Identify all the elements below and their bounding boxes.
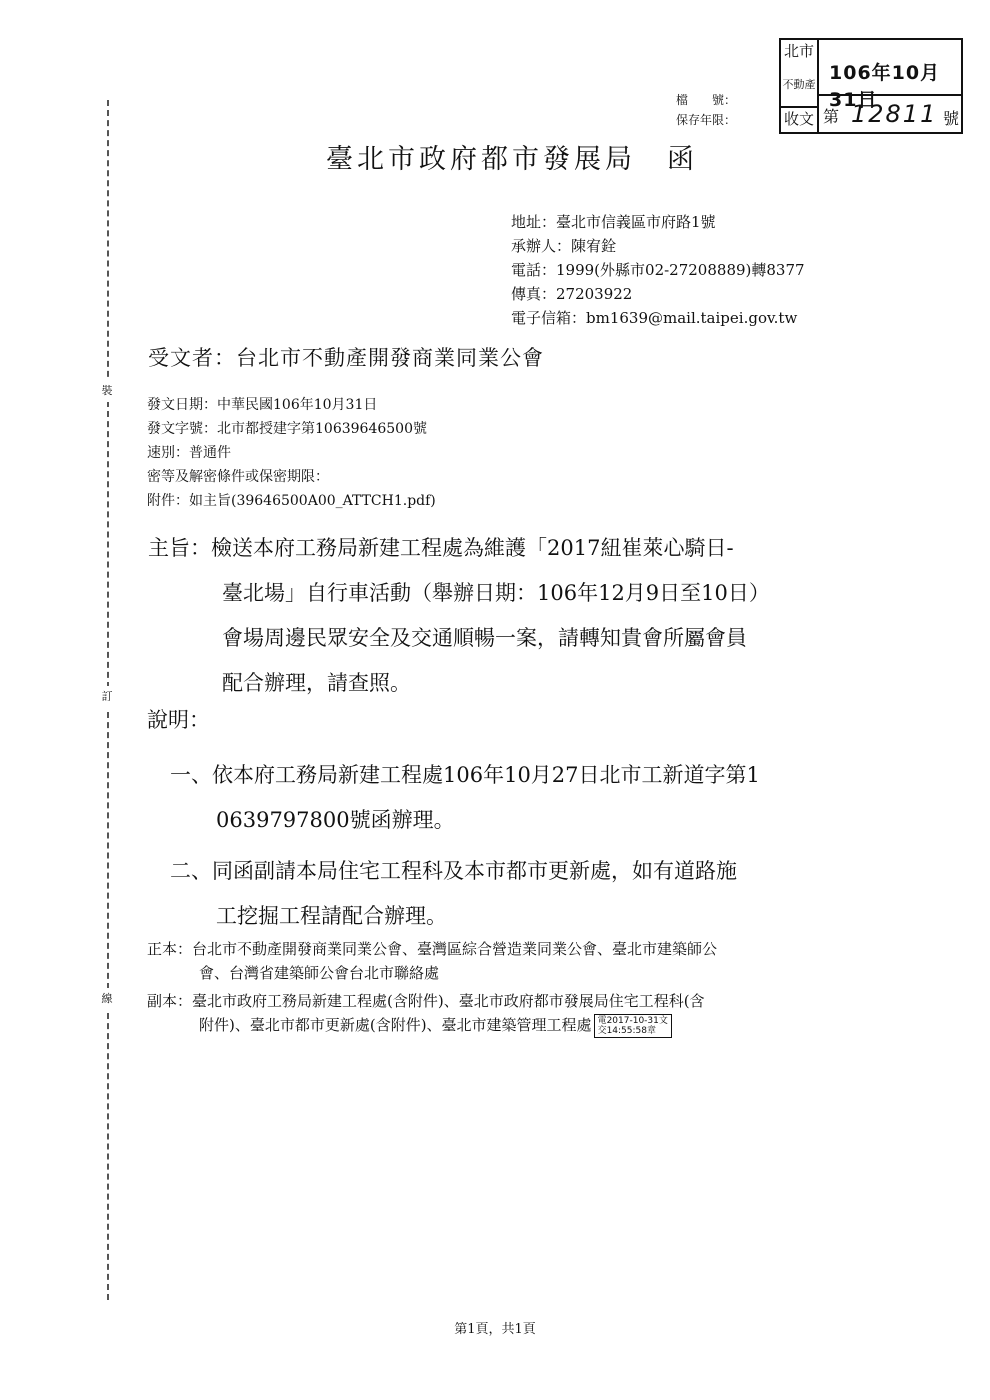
attachment: 附件：如主旨(39646500A00_ATTCH1.pdf) <box>147 493 436 509</box>
document-title: 臺北市政府都市發展局 函 <box>326 144 698 175</box>
stamp-number-row <box>823 100 961 130</box>
main-recipients-cont: 會、台灣省建築師公會台北市聯絡處 <box>199 964 440 982</box>
description-line: 二、同函副請本局住宅工程科及本市都市更新處，如有道路施 <box>170 859 737 883</box>
stamp-number: 12811 <box>851 100 938 128</box>
contact-block <box>511 210 805 330</box>
stamp-receipt-label: 收文 <box>781 106 817 130</box>
description-block <box>170 753 760 939</box>
subject-line: 會場周邊民眾安全及交通順暢一案，請轉知貴會所屬會員 <box>222 626 747 650</box>
issue-date: 發文日期：中華民國106年10月31日 <box>147 397 378 413</box>
file-meta <box>676 90 736 130</box>
description-line: 0639797800號函辦理。 <box>216 808 455 832</box>
stamp-org-line1: 北市 <box>783 42 814 60</box>
secrecy: 密等及解密條件或保密期限： <box>147 469 329 485</box>
subject-line: 配合辦理，請查照。 <box>222 671 411 695</box>
contact-phone: 電話：1999(外縣市02-27208889)轉8377 <box>511 261 805 279</box>
description-item <box>170 849 760 939</box>
stamp-date: 106年10月31日 <box>829 62 941 111</box>
main-recipients: 正本：台北市不動產開發商業同業公會、臺灣區綜合營造業同業公會、臺北市建築師公 <box>147 940 718 958</box>
description-item <box>170 753 760 843</box>
description-heading: 說明： <box>147 708 210 732</box>
issue-number: 發文字號：北市都授建字第10639646500號 <box>147 421 427 437</box>
contact-handler: 承辦人：陳宥銓 <box>511 237 617 255</box>
description-line: 一、依本府工務局新建工程處106年10月27日北市工新道字第1 <box>170 763 760 787</box>
stamp-org-line2: 不動產 <box>782 78 816 91</box>
transmit-stamp-top: 電2017-10-31文 <box>597 1016 668 1026</box>
copy-recipients-cont-row <box>147 1013 717 1038</box>
description-line: 工挖掘工程請配合辦理。 <box>216 904 447 928</box>
copy-recipients: 副本：臺北市政府工務局新建工程處(含附件)、臺北市政府都市發展局住宅工程科(含 <box>147 992 705 1010</box>
copy-recipients-cont: 附件)、臺北市都市更新處(含附件)、臺北市建築管理工程處 <box>199 1016 592 1034</box>
recipient: 受文者：台北市不動產開發商業同業公會 <box>148 346 544 370</box>
page-number: 第1頁，共1頁 <box>454 1322 536 1337</box>
transmit-stamp-bottom: 交14:55:58章 <box>597 1026 656 1036</box>
contact-address: 地址：臺北市信義區市府路1號 <box>511 213 716 231</box>
binding-char-xian: 線 <box>96 988 118 1010</box>
issue-meta <box>147 393 436 513</box>
subject-block <box>148 526 770 706</box>
stamp-number-suffix: 號 <box>942 109 959 128</box>
transmit-stamp <box>594 1014 672 1038</box>
contact-email: 電子信箱：bm1639@mail.taipei.gov.tw <box>511 309 798 327</box>
subject-line: 主旨：檢送本府工務局新建工程處為維護「2017紐崔萊心騎日- <box>148 536 734 560</box>
speed: 速別：普通件 <box>147 445 231 461</box>
stamp-left-column <box>781 40 819 132</box>
receipt-stamp <box>779 38 963 134</box>
subject-line: 臺北場」自行車活動（舉辦日期：106年12月9日至10日） <box>222 581 770 605</box>
contact-fax: 傳真：27203922 <box>511 285 633 303</box>
retention-label: 保存年限： <box>676 113 737 127</box>
stamp-number-prefix: 第 <box>823 107 840 126</box>
binding-char-ding: 訂 <box>96 686 118 708</box>
distribution-block <box>147 937 717 1038</box>
binding-char-zhuang: 裝 <box>96 380 118 402</box>
stamp-divider <box>819 94 961 96</box>
file-number-label: 檔 號： <box>676 93 737 107</box>
